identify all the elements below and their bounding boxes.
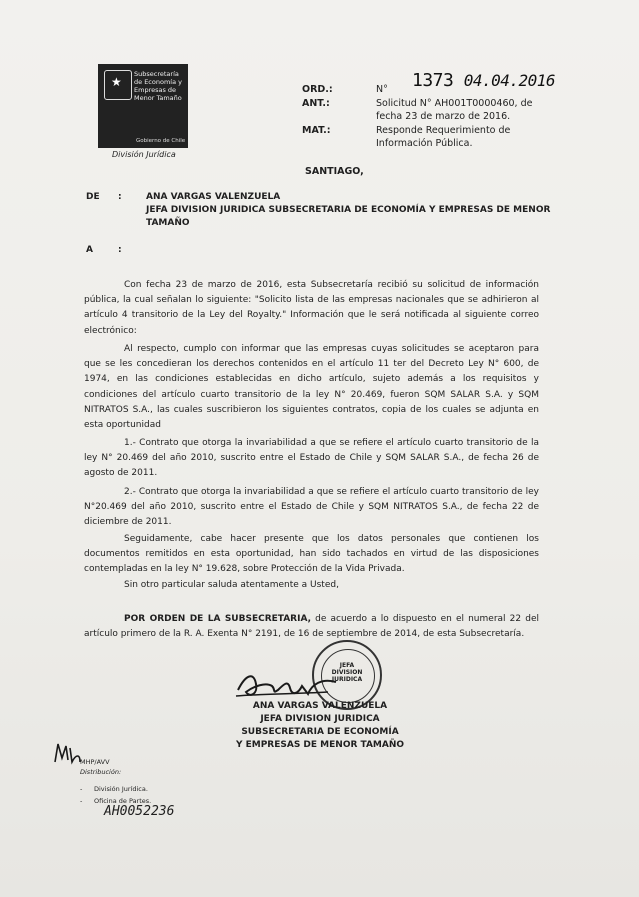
signer-name: ANA VARGAS VALENZUELA bbox=[252, 701, 388, 711]
distribution-item-2: Oficina de Partes. bbox=[94, 797, 152, 805]
distribution-bullet-2: - bbox=[80, 797, 83, 805]
ord-number-value: 1373 bbox=[412, 70, 454, 91]
mat-line2: Información Pública. bbox=[376, 138, 473, 149]
initials-text: MHP/AVV bbox=[80, 758, 110, 766]
distribution-label: Distribución: bbox=[80, 768, 122, 776]
body-paragraph-3: 1.- Contrato que otorga la invariabilidad a que se refiere el artículo cuarto transitorio de la ley N° 20.469 del año 2010, suscrito entre el Estado de Chile y SQM SALAR S.A., de fecha 26 de agosto de 2011. bbox=[84, 438, 539, 479]
signer-title-3: Y EMPRESAS DE MENOR TAMAÑO bbox=[235, 740, 405, 750]
mat-label: MAT.: bbox=[302, 125, 331, 136]
signer-title-2: SUBSECRETARIA DE ECONOMÍA bbox=[241, 727, 399, 737]
letterhead-division: División Jurídica bbox=[112, 150, 176, 159]
city: SANTIAGO, bbox=[305, 166, 364, 177]
handwritten-initials bbox=[52, 740, 82, 766]
distribution-item-1: División Jurídica. bbox=[94, 785, 148, 793]
body-paragraph-1: Con fecha 23 de marzo de 2016, esta Subsecretaría recibió su solicitud de información pública, la cual señalan lo siguiente: "Solicito lista de las empresas nacionales que se adhirieron al artículo 4 transitorio de la Ley del Royalty." Información que le será notificada al siguiente correo electrónico: bbox=[84, 280, 539, 336]
to-colon: : bbox=[118, 245, 122, 255]
ord-label: ORD.: bbox=[302, 84, 333, 95]
stamp-line-1: JEFA bbox=[339, 662, 355, 669]
body-paragraph-2: Al respecto, cumplo con informar que las empresas cuyas solicitudes se aceptaron para que se les concedieran los derechos contenidos en el artículo 11 ter del Decreto Ley N° 600, de 1974, en las condiciones establecidas en dicho artículo, sujeto además a los requisitos y condiciones del artículo cuarto transitorio de la ley N° 20.469, fueron SQM SALAR S.A. y SQM NITRATOS S.A., las cuales suscribieron los siguientes contratos, copia de los cuales se adjunta en esta oportunidad bbox=[84, 344, 539, 431]
ord-number bbox=[412, 70, 555, 91]
body-paragraph-4: 2.- Contrato que otorga la invariabilidad a que se refiere el artículo cuarto transitorio de ley N°20.469 del año 2010, suscrito entre el Estado de Chile y SQM NITRATOS S.A., de fecha 22 de diciembre de 2011. bbox=[84, 487, 539, 528]
from-colon: : bbox=[118, 192, 122, 202]
ministry-logo bbox=[98, 64, 188, 148]
letterhead-gov: Gobierno de Chile bbox=[136, 138, 186, 144]
body-paragraph-7 bbox=[84, 612, 539, 642]
distribution-bullet-1: - bbox=[80, 785, 83, 793]
from-title-2: TAMAÑO bbox=[146, 218, 190, 228]
ant-line1: Solicitud N° AH001T0000460, de bbox=[376, 98, 533, 109]
from-name: ANA VARGAS VALENZUELA bbox=[146, 192, 281, 202]
signer-title-1: JEFA DIVISION JURIDICA bbox=[260, 714, 380, 724]
body-paragraph-6: Sin otro particular saluda atentamente a Usted, bbox=[124, 580, 339, 590]
chile-coat-of-arms-icon bbox=[104, 70, 132, 100]
letterhead-org: Subsecretaría de Economía y Empresas de Menor Tamaño bbox=[134, 70, 182, 102]
to-label: A bbox=[86, 245, 93, 255]
handwritten-number: AH0052236 bbox=[104, 804, 175, 819]
stamp-line-3: JURIDICA bbox=[331, 676, 363, 683]
body-paragraph-7-bold: POR ORDEN DE LA SUBSECRETARIA, bbox=[124, 614, 312, 624]
ord-date: 04.04.2016 bbox=[463, 71, 556, 90]
ant-label: ANT.: bbox=[302, 98, 330, 109]
from-label: DE bbox=[86, 192, 100, 202]
handwritten-signature bbox=[232, 664, 342, 704]
body-paragraph-7-rest: de acuerdo a lo dispuesto en el numeral 22 del artículo primero de la R. A. Exenta N° 2191, de 16 de septiembre de 2014, de esta Subsecretaría. bbox=[84, 614, 539, 640]
stamp-line-2: DIVISION bbox=[331, 669, 363, 676]
ant-line2: fecha 23 de marzo de 2016. bbox=[376, 111, 511, 122]
body-paragraph-5: Seguidamente, cabe hacer presente que los datos personales que contienen los documentos remitidos en esta oportunidad, han sido tachados en virtud de las disposiciones contempladas en la ley N° 19.628, sobre Protección de la Vida Privada. bbox=[84, 534, 539, 575]
from-title-1: JEFA DIVISION JURIDICA SUBSECRETARIA DE ECONOMÍA Y EMPRESAS DE MENOR bbox=[146, 205, 551, 215]
ord-prefix: N° bbox=[376, 84, 388, 95]
mat-line1: Responde Requerimiento de bbox=[376, 125, 511, 136]
